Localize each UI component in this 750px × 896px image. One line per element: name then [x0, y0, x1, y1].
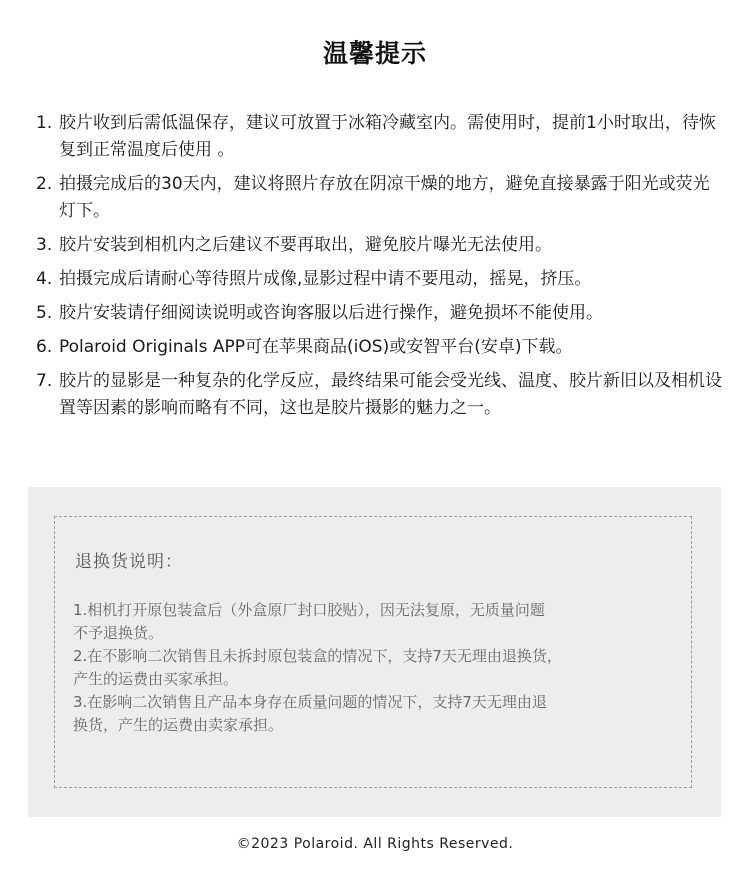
returns-title: 退换货说明： [75, 552, 183, 572]
item-text: 拍摄完成后的30天内，建议将照片存放在阴凉干燥的地方，避免直接暴露于阳光或荧光灯下。 [59, 174, 710, 221]
returns-line: 换货，产生的运费由卖家承担。 [73, 716, 284, 734]
copyright-footer: ©2023 Polaroid. All Rights Reserved. [236, 836, 514, 852]
item-number: 1. [36, 113, 53, 133]
list-item [36, 171, 726, 225]
list-item [36, 300, 726, 327]
page-title: 温馨提示 [322, 39, 427, 68]
returns-line: 3.在影响二次销售且产品本身存在质量问题的情况下，支持7天无理由退 [73, 693, 547, 711]
returns-line: 不予退换货。 [73, 624, 164, 642]
returns-line: 2.在不影响二次销售且未拆封原包装盒的情况下，支持7天无理由退换货， [73, 647, 562, 665]
item-number: 7. [36, 371, 53, 391]
item-text: 胶片安装请仔细阅读说明或咨询客服以后进行操作，避免损坏不能使用。 [59, 303, 603, 323]
item-number: 2. [36, 174, 53, 194]
item-text: 胶片安装到相机内之后建议不要再取出，避免胶片曝光无法使用。 [59, 235, 552, 255]
returns-line: 1.相机打开原包装盒后（外盒原厂封口胶贴），因无法复原，无质量问题 [73, 601, 545, 619]
item-number: 4. [36, 269, 53, 289]
returns-box [54, 516, 692, 788]
item-text: 拍摄完成后请耐心等待照片成像,显影过程中请不要甩动，摇晃，挤压。 [59, 269, 592, 289]
tips-list [36, 110, 726, 429]
returns-line: 产生的运费由买家承担。 [73, 670, 239, 688]
item-number: 6. [36, 337, 53, 357]
returns-list [73, 599, 673, 737]
list-item [36, 110, 726, 164]
item-number: 3. [36, 235, 53, 255]
item-text: Polaroid Originals APP可在苹果商品(iOS)或安智平台(安卓)下载。 [59, 337, 573, 357]
list-item [36, 232, 726, 259]
returns-panel [28, 487, 721, 817]
item-text: 胶片的显影是一种复杂的化学反应，最终结果可能会受光线、温度、胶片新旧以及相机设置等因素的影响而略有不同，这也是胶片摄影的魅力之一。 [59, 371, 722, 418]
list-item [36, 266, 726, 293]
list-item [36, 368, 726, 422]
list-item [36, 334, 726, 361]
item-text: 胶片收到后需低温保存，建议可放置于冰箱冷藏室内。需使用时，提前1小时取出，待恢复到正常温度后使用 。 [59, 113, 716, 160]
item-number: 5. [36, 303, 53, 323]
